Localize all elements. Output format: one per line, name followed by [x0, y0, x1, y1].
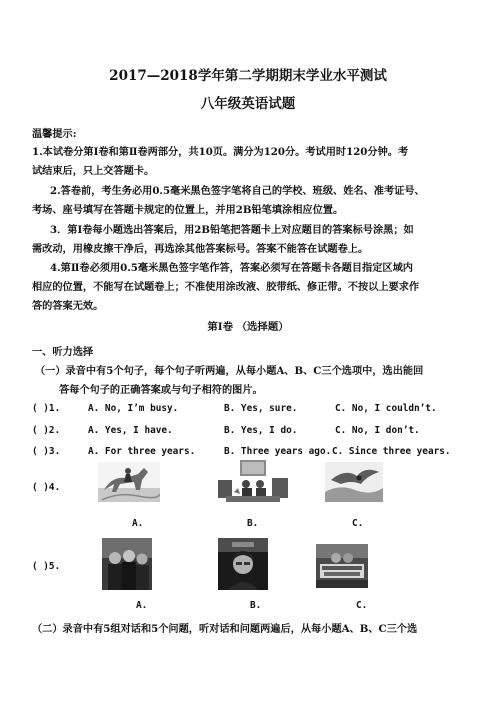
note-2-line-2: 考场、座号填写在答题卡规定的位置上，并用2B铅笔填涂相应位置。 [32, 204, 344, 216]
bird-flying-image [325, 462, 383, 502]
question-2-number: ( )2. [32, 425, 61, 436]
question-3-option-b: B. Three years ago. [224, 446, 332, 457]
horse-riding-image [98, 462, 160, 502]
note-1-line-2: 试结束后，只上交答题卡。 [32, 165, 155, 177]
note-4-line-3: 答的答案无效。 [32, 300, 104, 312]
exam-title: 2017—2018学年第二学期期末学业水平测试 [109, 68, 387, 84]
question-5-number: ( )5. [32, 561, 61, 572]
question-3-option-a: A. For three years. [88, 446, 196, 457]
question-4-label-b: B. [247, 518, 259, 529]
treasure-island-poster-image [316, 544, 368, 588]
sub-1-line-1: （一）录音中有5个句子，每个句子听两遍，从每小题A、B、C三个选项中，选出能回 [35, 365, 424, 377]
question-3-number: ( )3. [32, 446, 61, 457]
question-2-option-a: A. Yes, I have. [88, 425, 173, 436]
question-4-label-c: C. [352, 518, 364, 529]
question-1-option-c: C. No, I couldn’t. [335, 403, 437, 414]
note-4-line-2: 相应的位置，不能写在试题卷上；不准使用涂改液、胶带纸、修正带。不按以上要求作 [32, 281, 420, 293]
section-1-title: 第Ⅰ卷 （选择题） [207, 321, 289, 333]
note-3-line-1: 3．第Ⅰ卷每小题选出答案后，用2B铅笔把答题卡上对应题目的答案标号涂黑；如 [50, 224, 414, 236]
note-1-line-1: 1.本试卷分第Ⅰ卷和第Ⅱ卷两部分，共10页。满分为120分。考试用时120分钟。考 [32, 146, 409, 158]
question-5-label-a: A. [136, 600, 148, 611]
sub-2-line-1: （二）录音中有5组对话和5个问题，听对话和问题两遍后，从每小题A、B、C三个选 [32, 623, 418, 635]
sub-1-line-2: 答每个句子的正确答案或与句子相符的图片。 [59, 384, 263, 396]
question-5-label-b: B. [250, 600, 262, 611]
question-2-option-c: C. No, I don’t. [335, 425, 420, 436]
notes-heading: 温馨提示: [32, 128, 77, 140]
question-3-option-c: C. Since three years. [332, 446, 451, 457]
question-1-option-a: A. No, I’m busy. [88, 403, 179, 414]
question-4-label-a: A. [132, 518, 144, 529]
note-3-line-2: 需改动，用橡皮擦干净后，再选涂其他答案标号。答案不能答在试题卷上。 [32, 243, 369, 255]
exam-subtitle: 八年级英语试题 [200, 96, 296, 112]
question-5-label-c: C. [356, 600, 368, 611]
harry-potter-portrait-image [218, 538, 268, 590]
question-4-number: ( )4. [32, 482, 61, 493]
question-1-number: ( )1. [32, 403, 61, 414]
note-4-line-1: 4.第Ⅱ卷必须用0.5毫米黑色签字笔作答，答案必须写在答题卡各题目指定区域内 [50, 262, 413, 274]
movie-theater-image [216, 458, 290, 504]
harry-potter-poster-image [102, 538, 152, 590]
question-2-option-b: B. Yes, I do. [224, 425, 298, 436]
question-1-option-b: B. Yes, sure. [224, 403, 298, 414]
note-2-line-1: 2.答卷前，考生务必用0.5毫米黑色签字笔将自己的学校、班级、姓名、准考证号、 [50, 185, 425, 197]
listening-part-heading: 一、听力选择 [32, 346, 94, 358]
